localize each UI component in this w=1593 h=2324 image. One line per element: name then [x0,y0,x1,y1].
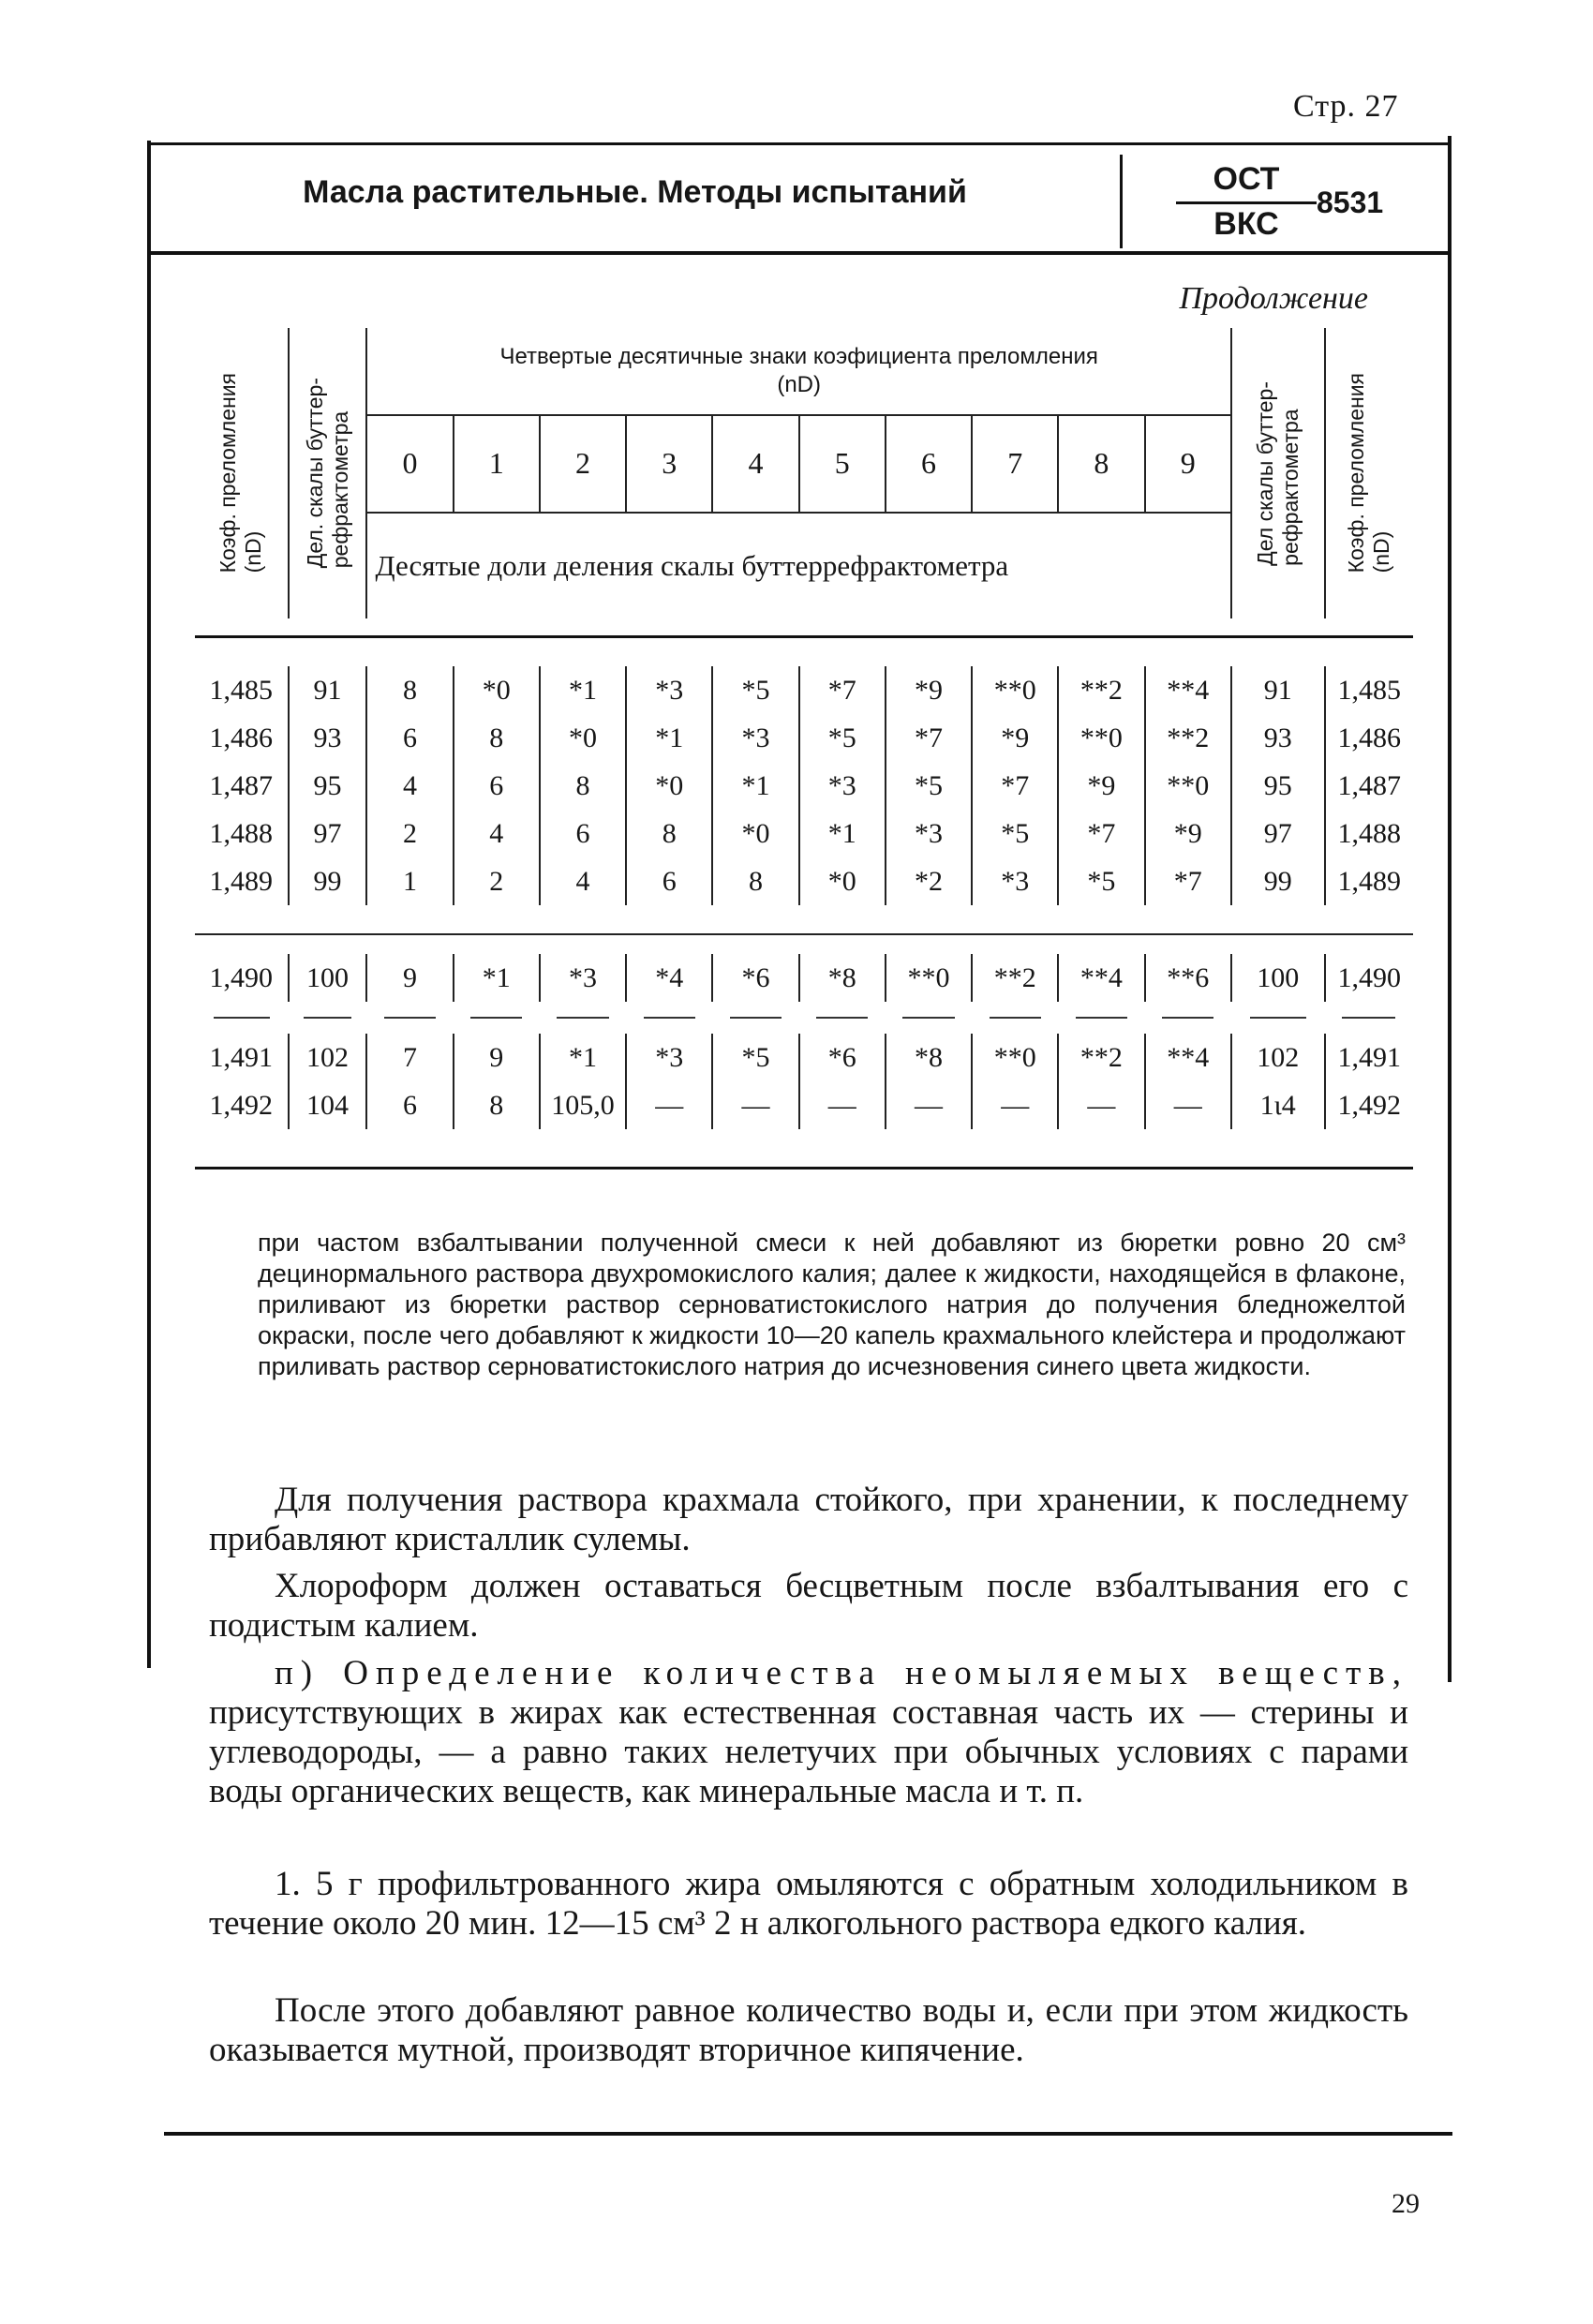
table-cell: 100 [289,954,367,1002]
table-cell: 7 [366,1034,453,1081]
table-cell: 1,492 [195,1081,289,1129]
page-label: Стр. 27 [1293,89,1399,124]
header-tenths: Десятые доли деления скалы буттеррефрактометра [375,548,1009,582]
table-cell: *2 [886,857,972,905]
table-cell: *7 [799,666,886,714]
table-cell: *1 [540,666,626,714]
table-cell: *1 [454,954,540,1002]
table-cell: 97 [289,810,367,857]
table-cell: 4 [454,810,540,857]
table-cell: *5 [799,714,886,762]
table-cell: **0 [972,1034,1058,1081]
table-cell: 6 [540,810,626,857]
standard-vks: ВКС [1213,206,1279,242]
table-row [195,666,1413,714]
table-cell: *9 [1058,762,1144,810]
table-cell: 1,488 [195,810,289,857]
table-cell: *7 [886,714,972,762]
table-cell: 93 [1231,714,1325,762]
table-cell: *0 [799,857,886,905]
table-cell: 95 [289,762,367,810]
table-cell: *3 [712,714,798,762]
table-cell: **0 [886,954,972,1002]
table-cell: *8 [799,954,886,1002]
table-cell: — [626,1081,712,1129]
table-cell: 8 [626,810,712,857]
standard-ost: ОСТ [1213,161,1280,197]
table-cell: 91 [1231,666,1325,714]
table-cell: 1,487 [1337,769,1401,801]
table-cell: *8 [886,1034,972,1081]
table-cell: 99 [289,857,367,905]
table-row [195,810,1413,857]
table-cell: *3 [886,810,972,857]
table-cell: *0 [454,666,540,714]
paragraph-starch: Для получения раствора крахмала стойкого, при хранении, к последнему прибавляют кристаллик сулемы. [209,1481,1408,1558]
table-cell: *9 [1145,810,1231,857]
table-cell: 95 [1231,762,1325,810]
table-cell: 8 [454,1081,540,1129]
table-cell: 4 [540,857,626,905]
table-cell: 1,490 [195,954,289,1002]
table-cell: **4 [1145,1034,1231,1081]
table-row [195,1034,1413,1081]
table-cell: 8 [712,857,798,905]
table-cell: *1 [540,1034,626,1081]
table-cell: 4 [366,762,453,810]
table-cell: **0 [1145,762,1231,810]
digit-header: 6 [886,415,972,513]
table-cell: 6 [454,762,540,810]
table-cell: *0 [626,762,712,810]
table-row [195,714,1413,762]
table-cell: 8 [366,666,453,714]
table-cell: 6 [366,1081,453,1129]
header-scale-right: Дел скалы буттер- рефрактометра [1231,328,1325,618]
table-cell: 1,485 [1337,674,1401,706]
table-cell: *3 [626,1034,712,1081]
table-cell: 99 [1231,857,1325,905]
refraction-table [195,328,1413,1169]
paragraph-chloroform: Хлороформ должен оставаться бесцветным после взбалтывания его с подистым калием. [209,1567,1408,1645]
table-cell: *3 [626,666,712,714]
paragraph-titration: при частом взбалтывании полученной смеси к ней добавляют из бюретки ровно 20 см³ децинормального раствора двухромокислого калия; далее к жидкости, находящейся в флаконе, приливают из бюретки раствор серноватистокислого натрия до получения бледножелтой окраски, после чего добавляют к жидкости 10—20 капель крахмального клейстера и продолжают приливать раствор серноватистокислого натрия до исчезновения синего цвета жидкости. [258,1229,1406,1380]
digit-header: 0 [366,415,453,513]
table-cell: *5 [712,666,798,714]
header-top-rule [150,142,1449,145]
standard-number: 8531 [1317,186,1384,219]
paragraph-saponification: 1. 5 г профильтрованного жира омыляются с обратным холодильником в течение около 20 мин. 12—15 см³ 2 н алкогольного раствора едкого калия. [209,1865,1408,1943]
frame-left-rule [147,141,151,1668]
paragraph-reboil: После этого добавляют равное количество воды и, если при этом жидкость оказывается мутной, производят вторичное кипячение. [209,1991,1408,2069]
table-cell: 102 [1231,1034,1325,1081]
table-cell: 104 [289,1081,367,1129]
table-cell: *4 [626,954,712,1002]
document-title: Масла растительные. Методы испытаний [303,174,967,210]
page-number: 29 [1392,2188,1420,2219]
table-cell: *1 [712,762,798,810]
table-cell: 1,489 [195,857,289,905]
digit-header: 8 [1058,415,1144,513]
table-cell: 1 [366,857,453,905]
table-cell: *5 [712,1034,798,1081]
digit-header: 9 [1145,415,1231,513]
table-cell: 6 [366,714,453,762]
digit-header: 1 [454,415,540,513]
table-cell: **6 [1145,954,1231,1002]
table-cell: 1,488 [1337,817,1401,849]
table-cell: 1,487 [195,762,289,810]
section-heading: п) Определение количества неомыляемых веществ, [275,1654,1408,1692]
table-cell: *6 [712,954,798,1002]
table-cell: 91 [289,666,367,714]
digit-header: 7 [972,415,1058,513]
header-bottom-rule [150,251,1449,255]
table-cell: **0 [972,666,1058,714]
table-row [195,857,1413,905]
table-cell: 9 [454,1034,540,1081]
bottom-rule [164,2132,1452,2136]
table-cell: 6 [626,857,712,905]
table-cell: *6 [799,1034,886,1081]
table-cell: 8 [540,762,626,810]
table-cell: **4 [1145,666,1231,714]
table-cell: 2 [366,810,453,857]
table-cell: *3 [799,762,886,810]
continuation-label: Продолжение [1179,281,1368,316]
table-cell: 9 [366,954,453,1002]
table-cell: *0 [540,714,626,762]
header-fourth-digits: Четвертые десятичные знаки коэфициента преломления (nD) [366,328,1230,415]
digit-header: 5 [799,415,886,513]
table-cell: 1,486 [195,714,289,762]
table-cell: 1,491 [195,1034,289,1081]
table-cell: *1 [626,714,712,762]
table-cell: 1,491 [1337,1041,1401,1073]
table-cell: *5 [972,810,1058,857]
table-cell: *1 [799,810,886,857]
table-cell: **2 [1145,714,1231,762]
table-cell: *7 [1058,810,1144,857]
table-cell: *7 [972,762,1058,810]
paragraph-unsaponifiable: п) Определение количества неомыляемых веществ, присутствующих в жирах как естественная составная часть их — стерины и углеводороды, — а равно таких нелетучих при обычных условиях с парами воды органических веществ, как минеральные масла и т. п. [209,1654,1408,1810]
table-cell: *7 [1145,857,1231,905]
table-cell: — [799,1081,886,1129]
table-cell: *9 [972,714,1058,762]
table-cell: *9 [886,666,972,714]
table-cell: — [1145,1081,1231,1129]
table-cell: *0 [712,810,798,857]
table-row [195,1081,1413,1129]
table-cell: **0 [1058,714,1144,762]
digit-header: 3 [626,415,712,513]
table-cell: 1,486 [1337,722,1401,753]
header-divider [1120,155,1123,248]
table-cell: *5 [886,762,972,810]
table-cell: 93 [289,714,367,762]
table-cell: 1,489 [1337,865,1401,897]
table-cell: — [886,1081,972,1129]
header-coef-left: Коэф. преломления (nD) [195,328,289,618]
header-coef-right: Коэф. преломления (nD) [1344,373,1394,574]
table-cell: 1,485 [195,666,289,714]
digit-header: 4 [712,415,798,513]
table-cell: 102 [289,1034,367,1081]
table-cell: — [712,1081,798,1129]
table-cell: 105,0 [540,1081,626,1129]
table-cell: 1,490 [1337,961,1401,993]
table-cell: **2 [972,954,1058,1002]
header-scale-left: Дел. скалы буттер- рефрактометра [289,328,367,618]
table-cell: 97 [1231,810,1325,857]
table-cell: **4 [1058,954,1144,1002]
frame-right-rule [1448,136,1452,1682]
table-cell: 100 [1231,954,1325,1002]
table-cell: *5 [1058,857,1144,905]
digit-header: 2 [540,415,626,513]
table-cell: **2 [1058,666,1144,714]
table-cell: 1,492 [1337,1089,1401,1121]
table-cell: — [1058,1081,1144,1129]
table-cell: *3 [972,857,1058,905]
table-cell: — [972,1081,1058,1129]
table-cell: *3 [540,954,626,1002]
table-cell: 8 [454,714,540,762]
table-cell: **2 [1058,1034,1144,1081]
table-row [195,762,1413,810]
table-row [195,954,1413,1002]
table-cell: 2 [454,857,540,905]
standard-fraction-rule [1176,201,1317,204]
table-cell: 1ι4 [1231,1081,1325,1129]
